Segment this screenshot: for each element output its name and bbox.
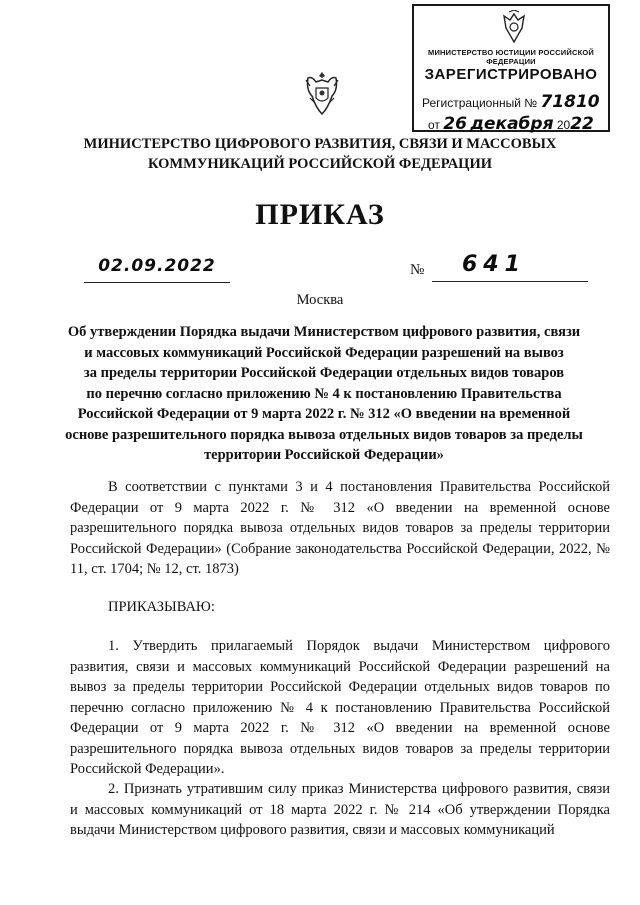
number-sign: № <box>410 262 425 278</box>
stamp-date-year-prefix: 20 <box>556 118 571 132</box>
order-word: ПРИКАЗЫВАЮ: <box>108 599 215 615</box>
order-subject <box>64 322 584 466</box>
stamp-reg-label: Регистрационный № <box>422 96 538 110</box>
stamp-status: ЗАРЕГИСТРИРОВАНО <box>424 66 598 83</box>
subject-line: Об утверждении Порядка выдачи Министерством цифрового развития, связи <box>67 324 581 340</box>
stamp-date-line <box>428 114 602 134</box>
order-date-field <box>84 256 230 283</box>
ministry-name <box>60 134 580 174</box>
order-item-1: 1. Утвердить прилагаемый Порядок выдачи Министерством цифрового развития, связи и массовых коммуникаций Российской Федерации разрешений на вывоз за пределы территории Российской Федерации отдельных видов товаров по перечню согласно приложению № 4 к постановлению Правительства Российской Федерации от 9 марта 2022 г. № 312 «О введении на временной основе разрешительного порядка вывоза отдельных видов товаров за пределы территории Российской Федерации». <box>70 638 610 777</box>
stamp-registration-line <box>422 92 602 112</box>
subject-line: и массовых коммуникаций Российской Федерации разрешений на вывоз <box>84 344 564 361</box>
legal-basis-paragraph: В соответствии с пунктами 3 и 4 постановления Правительства Российской Федерации от 9 марта 2022 г. № 312 «О введении на временной основе разрешительного порядка вывоза отдельных видов товаров за пределы территории Российской Федерации» (Собрание законодательства Российской Федерации, 2022, № 11, ст. 1704; № 12, ст. 1873) <box>70 479 610 577</box>
subject-line: Российской Федерации от 9 марта 2022 г. № 312 «О введении на временной <box>77 406 571 422</box>
city: Москва <box>296 292 344 308</box>
order-number: 641 <box>462 252 526 277</box>
stamp-reg-number: 71810 <box>540 92 600 112</box>
registration-stamp <box>412 4 610 132</box>
order-item-2: 2. Признать утратившим силу приказ Министерства цифрового развития, связи и массовых коммуникаций от 18 марта 2022 г. № 214 «Об утверждении Порядка выдачи Министерством цифрового развития, связи и массовых коммуникаций <box>70 781 610 838</box>
subject-line: территории Российской Федерации» <box>204 447 444 463</box>
document-type: ПРИКАЗ <box>255 198 385 231</box>
stamp-date-label: от <box>428 118 440 132</box>
stamp-ministry: МИНИСТЕРСТВО ЮСТИЦИИ РОССИЙСКОЙ ФЕДЕРАЦИИ <box>428 48 594 66</box>
coat-of-arms-icon <box>500 10 528 44</box>
subject-line: за пределы территории Российской Федерации отдельных видов товаров <box>83 365 565 381</box>
stamp-date-day: 26 <box>443 114 467 134</box>
subject-line: основе разрешительного порядка вывоза отдельных видов товаров за пределы <box>65 426 583 443</box>
coat-of-arms-icon <box>302 68 342 118</box>
ministry-line-1: МИНИСТЕРСТВО ЦИФРОВОГО РАЗВИТИЯ, СВЯЗИ И МАССОВЫХ <box>83 136 557 152</box>
subject-line: по перечню согласно приложению № 4 к постановлению Правительства <box>86 385 562 402</box>
stamp-date-year-suffix: 22 <box>570 114 594 134</box>
stamp-date-month: декабря <box>470 114 554 134</box>
ministry-line-2: КОММУНИКАЦИЙ РОССИЙСКОЙ ФЕДЕРАЦИИ <box>147 156 493 172</box>
order-number-field <box>432 252 588 282</box>
order-date: 02.09.2022 <box>98 256 216 276</box>
